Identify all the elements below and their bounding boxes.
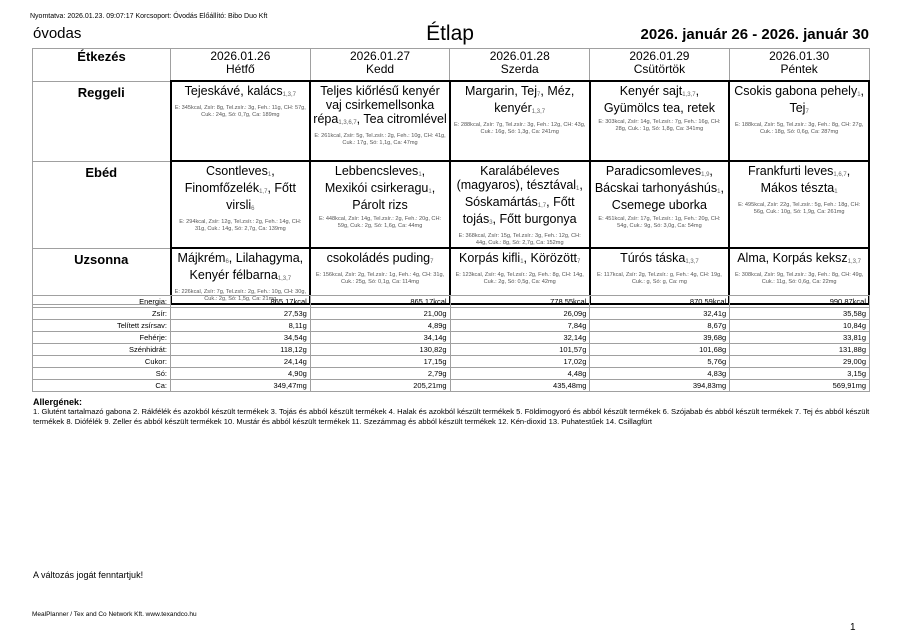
dish-cell	[590, 161, 730, 248]
dish-name	[174, 84, 308, 101]
dish-name	[732, 84, 866, 118]
dish-text: , Tea citromlével	[356, 112, 447, 126]
dish-nutrition: E: 495kcal, Zsír: 22g, Tel.zsír.: 5g, Feh.: 18g, CH: 56g, Cuk.: 10g, Só: 1,9g, Ca: 261mg	[738, 202, 861, 215]
nutrient-label: Cukor:	[33, 356, 171, 368]
page-title: Étlap	[426, 22, 474, 45]
nutrient-value: 870,59kcal	[590, 296, 730, 308]
nutrient-value: 17,02g	[450, 356, 590, 368]
dish-cell	[171, 161, 311, 248]
nutrition-total-row	[33, 368, 870, 380]
dish-text: , Főtt virsli	[226, 181, 296, 212]
dish-text: Paradicsomleves	[605, 164, 702, 178]
allergen-codes: 1	[834, 189, 838, 195]
dish-text: Korpás kifli	[459, 251, 521, 265]
dish-text: Tejeskávé, kalács	[184, 84, 283, 98]
dish-cell	[450, 161, 590, 248]
dish-name	[174, 164, 308, 215]
meal-column-header: Étkezés	[33, 49, 171, 82]
allergen-codes: 1,3,7	[685, 259, 699, 265]
meal-row-reggeli	[33, 81, 870, 161]
nutrient-label: Zsír:	[33, 308, 171, 320]
dish-text: Karalábéleves (magyaros), tésztával	[456, 164, 577, 192]
dish-cell	[590, 81, 730, 161]
nutrient-value: 27,53g	[171, 308, 311, 320]
dish-text: , Mákos tészta	[760, 164, 851, 195]
allergen-codes: 1,7	[537, 203, 547, 209]
dish-cell	[171, 81, 311, 161]
nutrient-value: 39,68g	[590, 332, 730, 344]
dish-nutrition: E: 261kcal, Zsír: 5g, Tel.zsír.: 2g, Feh.: 10g, CH: 41g, Cuk.: 17g, Só: 1,1g, Ca: 47mg	[314, 133, 446, 146]
meal-label: Uzsonna	[33, 248, 171, 304]
allergen-codes: 1,6,7	[833, 172, 847, 178]
dish-nutrition: E: 448kcal, Zsír: 14g, Tel.zsír.: 2g, Feh.: 20g, CH: 59g, Cuk.: 2g, Só: 1,6g, Ca: 44mg	[318, 216, 442, 229]
nutrient-value: 3,15g	[730, 368, 870, 380]
nutrient-label: Energia:	[33, 296, 171, 308]
day-name: Szerda	[500, 62, 539, 76]
day-header	[590, 49, 730, 82]
dish-text: Májkrém	[177, 251, 226, 265]
nutrient-label: Telített zsírsav:	[33, 320, 171, 332]
dish-cell	[729, 81, 869, 161]
dish-nutrition: E: 308kcal, Zsír: 9g, Tel.zsír.: 3g, Feh.: 8g, CH: 49g, Cuk.: 11g, Só: 0,6g, Ca: 22mg	[734, 272, 864, 285]
day-date: 2026.01.28	[489, 49, 550, 63]
dish-name	[453, 84, 587, 118]
allergen-codes: 1	[857, 92, 861, 98]
meal-label: Reggeli	[33, 81, 171, 161]
dish-text: , Finomfőzelék	[184, 164, 275, 195]
meal-row-ebed	[33, 161, 870, 248]
nutrient-value: 8,11g	[171, 320, 311, 332]
dish-name	[174, 251, 308, 285]
dish-nutrition: E: 123kcal, Zsír: 4g, Tel.zsír.: 2g, Feh.: 8g, CH: 14g, Cuk.: 2g, Só: 0,5g, Ca: 42mg	[455, 272, 584, 285]
nutrient-value: 29,00g	[730, 356, 870, 368]
nutrient-value: 130,82g	[310, 344, 450, 356]
dish-name	[453, 164, 587, 229]
nutrient-value: 118,12g	[171, 344, 311, 356]
dish-nutrition: E: 288kcal, Zsír: 7g, Tel.zsír.: 3g, Feh.: 12g, CH: 43g, Cuk.: 16g, Só: 1,3g, Ca: 241mg	[454, 122, 586, 135]
day-header	[729, 49, 869, 82]
allergen-codes: 1,3,7	[282, 92, 296, 98]
dish-text: Túrós táska	[620, 251, 686, 265]
dish-name	[453, 251, 587, 268]
allergen-codes: 1,3,6,7	[338, 120, 357, 126]
nutrition-total-row	[33, 356, 870, 368]
nutrient-value: 21,00g	[310, 308, 450, 320]
dish-text: , Főtt burgonya	[492, 212, 577, 226]
nutrient-value: 435,48mg	[450, 380, 590, 392]
nutrient-label: Ca:	[33, 380, 171, 392]
nutrition-total-row	[33, 320, 870, 332]
allergen-codes: 7	[805, 109, 809, 115]
nutrient-value: 33,81g	[730, 332, 870, 344]
dish-text: Kenyér sajt	[619, 84, 683, 98]
dish-nutrition: E: 188kcal, Zsír: 5g, Tel.zsír.: 3g, Feh.: 8g, CH: 27g, Cuk.: 18g, Só: 0,6g, Ca: 287mg	[734, 122, 864, 135]
nutrient-value: 8,67g	[590, 320, 730, 332]
allergen-codes: 1	[428, 189, 432, 195]
day-name: Csütörtök	[633, 62, 686, 76]
allergen-codes: 1	[267, 172, 272, 178]
nutrient-label: Szénhidrát:	[33, 344, 171, 356]
footer-credit: MealPlanner / Tex and Co Network Kft. www.texandco.hu	[32, 611, 197, 618]
nutrient-value: 26,09g	[450, 308, 590, 320]
allergen-codes: 1,9	[701, 172, 710, 178]
dish-cell	[310, 161, 450, 248]
dish-name	[313, 84, 447, 129]
allergen-codes: 7	[537, 92, 541, 98]
allergen-codes: 1,3,7	[847, 259, 862, 265]
nutrition-total-row	[33, 380, 870, 392]
dish-text: , Párolt rizs	[352, 181, 436, 212]
dish-name	[593, 84, 727, 115]
nutrient-value: 32,41g	[590, 308, 730, 320]
day-name: Hétfő	[226, 62, 255, 76]
allergen-codes: 1	[717, 189, 721, 195]
allergens-list: 1. Glutént tartalmazó gabona 2. Rákfélék és azokból készült termékek 3. Tojás és abból készült termékek 4. Halak és azokból készült termékek 5. Földimogyoró és abból készült termékek 6. Szójabab és abból készült termékek 7. Tej és abból készült termékek 8. Diófélék 9. Zeller és abból készült termékek 10. Mustár és abból készült termékek 11. Szezámmag és abból készült termékek 12. Kén-dioxid 13. Puhatestűek 14. Csillagfürt	[33, 407, 870, 426]
dish-cell	[729, 161, 869, 248]
dish-nutrition: E: 303kcal, Zsír: 14g, Tel.zsír.: 7g, Feh.: 16g, CH: 28g, Cuk.: 1g, Só: 1,8g, Ca: 341mg	[598, 119, 721, 132]
dish-nutrition: E: 117kcal, Zsír: 2g, Tel.zsír.: g, Feh.: 4g, CH: 19g, Cuk.: g, Só: g, Ca: mg	[597, 272, 722, 285]
nutrition-totals-table	[32, 295, 870, 392]
menu-table	[32, 48, 870, 305]
nutrient-value: 778,55kcal	[450, 296, 590, 308]
allergen-codes: 1	[418, 172, 422, 178]
allergen-codes: 6	[225, 259, 229, 265]
dish-nutrition: E: 156kcal, Zsír: 2g, Tel.zsír.: 1g, Feh.: 4g, CH: 31g, Cuk.: 25g, Só: 0,1g, Ca: 114mg	[315, 272, 445, 285]
nutrient-value: 5,76g	[590, 356, 730, 368]
nutrient-value: 24,14g	[171, 356, 311, 368]
dish-text: , Körözött	[523, 251, 578, 265]
dish-name	[313, 251, 447, 268]
dish-text: csokoládés puding	[326, 251, 431, 265]
nutrient-value: 32,14g	[450, 332, 590, 344]
dish-text: , Tej	[789, 84, 865, 115]
dish-nutrition: E: 294kcal, Zsír: 12g, Tel.zsír.: 2g, Feh.: 14g, CH: 31g, Cuk.: 14g, Só: 2,7g, Ca: 139mg	[179, 219, 302, 232]
dish-name	[593, 164, 727, 212]
nutrition-total-row	[33, 344, 870, 356]
day-header	[450, 49, 590, 82]
allergen-codes: 1,3,7	[531, 109, 546, 115]
nutrient-value: 17,15g	[310, 356, 450, 368]
nutrient-value: 394,83mg	[590, 380, 730, 392]
allergen-codes: 3	[489, 220, 493, 226]
nutrient-value: 2,79g	[310, 368, 450, 380]
nutrient-value: 865,17kcal	[171, 296, 311, 308]
nutrient-value: 101,57g	[450, 344, 590, 356]
allergen-codes: 6	[251, 206, 255, 212]
day-name: Kedd	[366, 62, 395, 76]
dish-name	[313, 164, 447, 212]
dish-name	[732, 251, 866, 268]
allergen-codes: 1,7	[259, 189, 268, 195]
dish-text: Csokis gabona pehely	[734, 84, 858, 98]
nutrient-value: 7,84g	[450, 320, 590, 332]
allergen-codes: 1	[576, 186, 580, 192]
age-group: óvodas	[33, 25, 82, 42]
disclaimer: A változás jogát fenntartjuk!	[33, 570, 144, 580]
nutrition-total-row	[33, 332, 870, 344]
dish-name	[593, 251, 727, 268]
dish-text: , Csemege uborka	[611, 181, 724, 212]
nutrient-value: 4,89g	[310, 320, 450, 332]
nutrient-value: 34,54g	[171, 332, 311, 344]
nutrition-total-row	[33, 308, 870, 320]
dish-nutrition: E: 451kcal, Zsír: 17g, Tel.zsír.: 1g, Feh.: 20g, CH: 54g, Cuk.: 9g, Só: 3,0g, Ca: 54mg	[598, 216, 721, 229]
dish-text: , Mexikói csirkeragu	[324, 164, 429, 195]
day-header	[310, 49, 450, 82]
nutrient-value: 10,84g	[730, 320, 870, 332]
nutrient-label: Fehérje:	[33, 332, 171, 344]
day-date: 2026.01.29	[629, 49, 690, 63]
date-range: 2026. január 26 - 2026. január 30	[640, 26, 869, 43]
allergen-codes: 1,3,7	[682, 92, 696, 98]
dish-text: , Bácskai tarhonyáshús	[594, 164, 718, 195]
day-date: 2026.01.30	[769, 49, 830, 63]
dish-text: Lebbencsleves	[334, 164, 419, 178]
allergen-codes: 7	[577, 259, 581, 265]
dish-text: , Főtt tojás	[462, 195, 575, 226]
dish-text: , Lilahagyma, Kenyér félbarna	[189, 251, 304, 282]
meal-label: Ebéd	[33, 161, 171, 248]
dish-text: Margarin, Tej	[465, 84, 538, 98]
dish-text: , Gyümölcs tea, retek	[603, 84, 715, 115]
page-number: 1	[850, 622, 856, 633]
day-date: 2026.01.27	[350, 49, 411, 63]
header-row	[33, 49, 870, 82]
nutrient-label: Só:	[33, 368, 171, 380]
dish-cell	[450, 81, 590, 161]
dish-nutrition: E: 368kcal, Zsír: 15g, Tel.zsír.: 3g, Feh.: 12g, CH: 44g, Cuk.: 8g, Só: 2,7g, Ca: 152mg	[458, 233, 581, 246]
nutrient-value: 35,58g	[730, 308, 870, 320]
dish-text: Alma, Korpás keksz	[737, 251, 848, 265]
nutrient-value: 865,17kcal	[310, 296, 450, 308]
dish-text: , Méz, kenyér	[494, 84, 575, 115]
allergen-codes: 1,3,7	[277, 276, 292, 282]
dish-nutrition: E: 345kcal, Zsír: 8g, Tel.zsír.: 3g, Feh.: 11g, CH: 57g, Cuk.: 24g, Só: 0,7g, Ca: 189mg	[174, 105, 306, 118]
dish-nutrition: E: 226kcal, Zsír: 7g, Tel.zsír.: 2g, Feh.: 10g, CH: 30g, Cuk.: 2g, Só: 1,5g, Ca: 21mg	[174, 289, 307, 302]
day-name: Péntek	[780, 62, 818, 76]
dish-cell	[310, 81, 450, 161]
dish-text: Frankfurti leves	[747, 164, 834, 178]
dish-text: Csontleves	[206, 164, 268, 178]
nutrient-value: 990,87kcal	[730, 296, 870, 308]
nutrient-value: 349,47mg	[171, 380, 311, 392]
nutrient-value: 4,48g	[450, 368, 590, 380]
allergens-title: Allergének:	[33, 397, 83, 407]
day-date: 2026.01.26	[210, 49, 271, 63]
day-header	[171, 49, 311, 82]
dish-text: , Sóskamártás	[464, 178, 583, 209]
nutrient-value: 205,21mg	[310, 380, 450, 392]
nutrient-value: 4,83g	[590, 368, 730, 380]
allergen-codes: 7	[430, 259, 434, 265]
dish-name	[732, 164, 866, 198]
nutrient-value: 4,90g	[171, 368, 311, 380]
allergen-codes: 1	[520, 259, 524, 265]
printed-info: Nyomtatva: 2026.01.23. 09:07:17 Korcsoport: Óvodás Előállító: Bibo Duo Kft	[30, 13, 268, 20]
nutrient-value: 569,91mg	[730, 380, 870, 392]
nutrient-value: 101,68g	[590, 344, 730, 356]
nutrition-total-row	[33, 296, 870, 308]
nutrient-value: 131,88g	[730, 344, 870, 356]
dish-text: Teljes kiőrlésű kenyér vaj csirkemellsonka répa	[313, 84, 440, 126]
nutrient-value: 34,14g	[310, 332, 450, 344]
